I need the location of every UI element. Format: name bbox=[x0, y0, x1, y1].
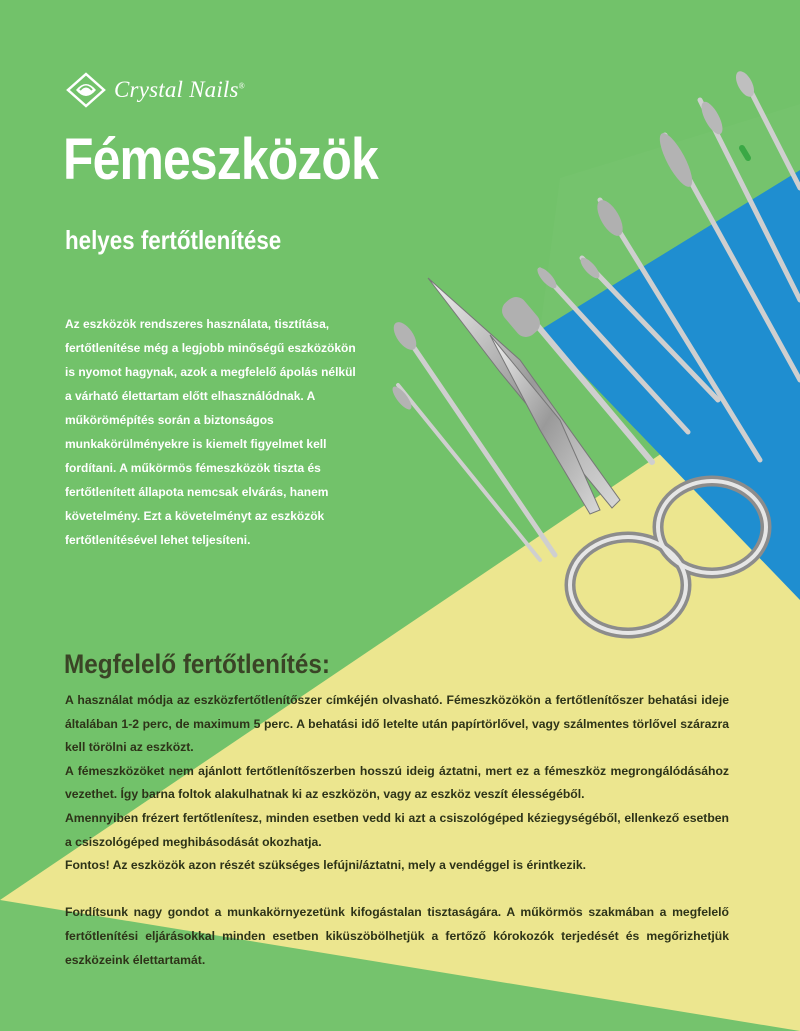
crystal-nails-logo-icon bbox=[66, 72, 106, 108]
brand-name: Crystal Nails® bbox=[114, 77, 245, 102]
section-body bbox=[65, 689, 729, 972]
body-paragraph: A fémeszközöket nem ajánlott fertőtlenítőszerben hosszú ideig áztatni, mert ez a fémeszköz megrongálódásához vezethet. Így barna foltok alakulhatnak ki az eszközön, vagy az eszköz veszít élességéből. bbox=[65, 763, 729, 802]
body-paragraph: Fontos! Az eszközök azon részét szükséges lefújni/áztatni, mely a vendéggel is érintkezik. bbox=[65, 858, 587, 873]
page-title: Fémeszközök bbox=[63, 127, 378, 192]
intro-paragraph: Az eszközök rendszeres használata, tisztítása, fertőtlenítése még a legjobb minőségű eszközökön is nyomot hagynak, azok a megfelelő ápolás nélkül a várható élettartam előtt elhasználódnak. A műkörömépítés során a biztonságos munkakörülményekre is kiemelt figyelmet kell fordítani. A műkörmös fémeszközök tiszta és fertőtlenített állapota nemcsak elvárás, hanem követelmény. Ezt a követelményt az eszközök fertőtlenítésével lehet teljesíteni. bbox=[65, 317, 356, 547]
page-subtitle: helyes fertőtlenítése bbox=[65, 225, 282, 255]
body-paragraph: A használat módja az eszközfertőtlenítőszer címkéjén olvasható. Fémeszközökön a fertőtlenítőszer behatási ideje általában 1-2 perc, de maximum 5 perc. A behatási idő letelte után papírtörlővel, vagy szálmentes törlővel szárazra kell törölni az eszközt. bbox=[65, 693, 729, 755]
body-paragraph: Fordítsunk nagy gondot a munkakörnyezetünk kifogástalan tisztaságára. A műkörmös szakmában a megfelelő fertőtlenítési eljárásokkal minden esetben kiküszöbölhetjük a fertőző kórokozók terjedését és megőrizhetjük eszközeink élettartamát. bbox=[65, 905, 729, 967]
drill-bit-1 bbox=[732, 68, 800, 188]
drill-bit-8 bbox=[389, 318, 555, 555]
drill-bit-9 bbox=[389, 384, 540, 560]
drill-bit-2 bbox=[697, 99, 800, 300]
brand-logo bbox=[66, 72, 245, 108]
paragraph-spacer bbox=[65, 878, 729, 902]
body-paragraph: Amennyiben frézert fertőtlenítesz, minden esetben vedd ki azt a csiszológéped kéziegységéből, ellenkező esetben a csiszológéped meghibásodását okozhatja. bbox=[65, 810, 729, 849]
section-title: Megfelelő fertőtlenítés: bbox=[64, 649, 330, 679]
